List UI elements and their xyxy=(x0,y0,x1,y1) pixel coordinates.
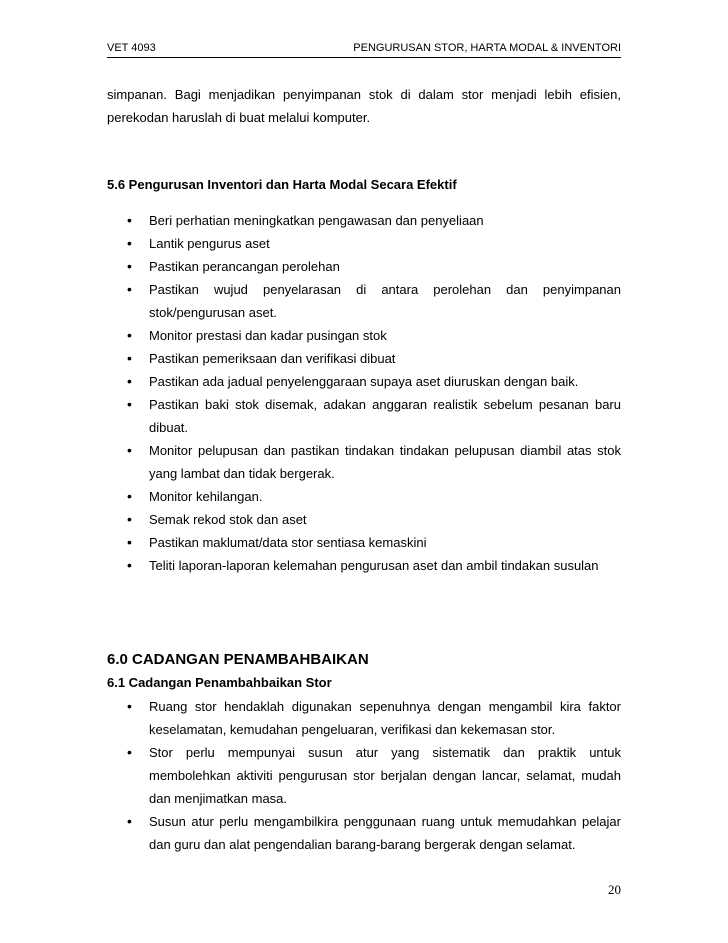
list-item xyxy=(107,255,621,278)
bullet-icon: • xyxy=(127,212,132,228)
page-number: 20 xyxy=(608,882,621,897)
list-item xyxy=(107,695,621,741)
section-6-1-list xyxy=(107,695,621,856)
bullet-icon: • xyxy=(127,813,132,829)
list-item xyxy=(107,810,621,856)
bullet-icon: • xyxy=(127,396,132,412)
list-item xyxy=(107,232,621,255)
list-item xyxy=(107,324,621,347)
list-item xyxy=(107,508,621,531)
bullet-icon: • xyxy=(127,350,132,366)
bullet-icon: • xyxy=(127,442,132,458)
list-item-text: Pastikan baki stok disemak, adakan anggaran realistik sebelum pesanan baru dibuat. xyxy=(149,397,621,435)
list-item-text: Pastikan wujud penyelarasan di antara perolehan dan penyimpanan stok/pengurusan aset. xyxy=(149,282,621,320)
list-item-text: Ruang stor hendaklah digunakan sepenuhnya dengan mengambil kira faktor keselamatan, kemudahan pengeluaran, verifikasi dan kekemasan stor. xyxy=(149,699,621,737)
bullet-icon: • xyxy=(127,281,132,297)
list-item xyxy=(107,439,621,485)
list-item-text: Lantik pengurus aset xyxy=(149,236,270,251)
list-item-text: Semak rekod stok dan aset xyxy=(149,512,307,527)
bullet-icon: • xyxy=(127,698,132,714)
list-item-text: Monitor kehilangan. xyxy=(149,489,263,504)
list-item xyxy=(107,347,621,370)
list-item xyxy=(107,370,621,393)
list-item xyxy=(107,485,621,508)
bullet-icon: • xyxy=(127,511,132,527)
bullet-icon: • xyxy=(127,258,132,274)
list-item xyxy=(107,554,621,577)
bullet-icon: • xyxy=(127,534,132,550)
list-item xyxy=(107,393,621,439)
list-item-text: Stor perlu mempunyai susun atur yang sistematik dan praktik untuk membolehkan aktiviti pengurusan stor berjalan dengan lancar, selamat, mudah dan menjimatkan masa. xyxy=(149,745,621,806)
section-6-1-heading: 6.1 Cadangan Penambahbaikan Stor xyxy=(107,675,332,690)
header-title: PENGURUSAN STOR, HARTA MODAL & INVENTORI xyxy=(353,42,621,54)
list-item xyxy=(107,278,621,324)
list-item-text: Pastikan ada jadual penyelenggaraan supaya aset diuruskan dengan baik. xyxy=(149,374,579,389)
document-page xyxy=(107,0,621,943)
list-item xyxy=(107,209,621,232)
bullet-icon: • xyxy=(127,373,132,389)
section-6-0-heading: 6.0 CADANGAN PENAMBAHBAIKAN xyxy=(107,651,369,668)
list-item-text: Pastikan pemeriksaan dan verifikasi dibuat xyxy=(149,351,396,366)
list-item-text: Pastikan perancangan perolehan xyxy=(149,259,340,274)
section-5-6-heading: 5.6 Pengurusan Inventori dan Harta Modal Secara Efektif xyxy=(107,177,457,192)
list-item-text: Pastikan maklumat/data stor sentiasa kemaskini xyxy=(149,535,427,550)
bullet-icon: • xyxy=(127,235,132,251)
intro-paragraph: simpanan. Bagi menjadikan penyimpanan stok di dalam stor menjadi lebih efisien, perekodan haruslah di buat melalui komputer. xyxy=(107,87,621,125)
list-item-text: Monitor prestasi dan kadar pusingan stok xyxy=(149,328,387,343)
course-code: VET 4093 xyxy=(107,42,156,54)
list-item xyxy=(107,531,621,554)
bullet-icon: • xyxy=(127,744,132,760)
list-item-text: Monitor pelupusan dan pastikan tindakan tindakan pelupusan diambil atas stok yang lambat dan tidak bergerak. xyxy=(149,443,621,481)
page-header xyxy=(107,40,621,58)
section-5-6-list xyxy=(107,209,621,577)
list-item-text: Susun atur perlu mengambilkira penggunaan ruang untuk memudahkan pelajar dan guru dan alat pengendalian barang-barang bergerak dengan selamat. xyxy=(149,814,621,852)
list-item xyxy=(107,741,621,810)
list-item-text: Teliti laporan-laporan kelemahan pengurusan aset dan ambil tindakan susulan xyxy=(149,558,599,573)
list-item-text: Beri perhatian meningkatkan pengawasan dan penyeliaan xyxy=(149,213,484,228)
bullet-icon: • xyxy=(127,488,132,504)
bullet-icon: • xyxy=(127,557,132,573)
bullet-icon: • xyxy=(127,327,132,343)
